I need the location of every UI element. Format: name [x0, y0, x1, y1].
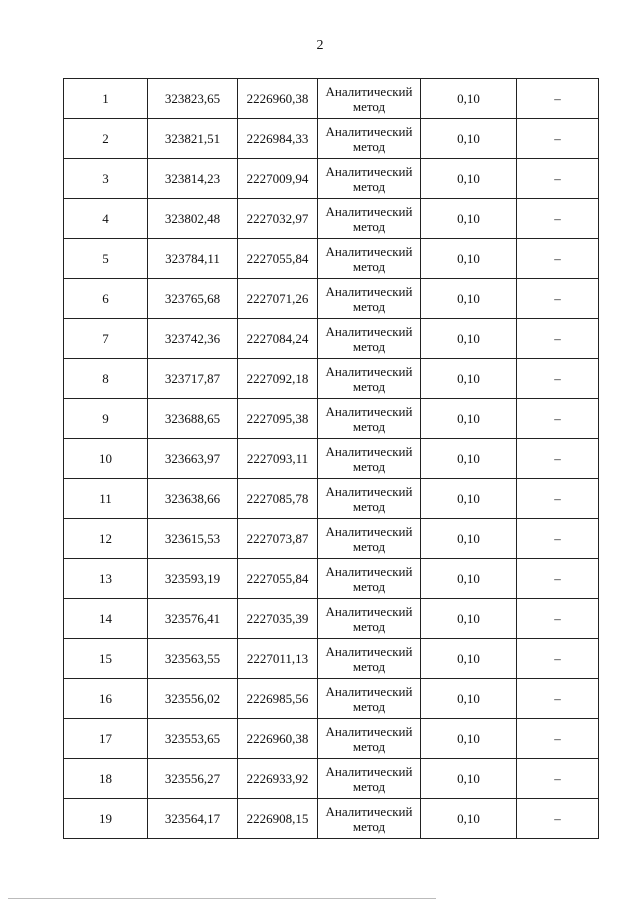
y-coordinate-cell: 2227084,24	[238, 319, 318, 359]
method-line-1: Аналитический	[325, 243, 413, 259]
note-cell: –	[517, 639, 599, 679]
accuracy-cell: 0,10	[421, 639, 517, 679]
table-row	[64, 119, 599, 159]
table-row	[64, 399, 599, 439]
accuracy-cell: 0,10	[421, 519, 517, 559]
x-coordinate-cell: 323638,66	[148, 479, 238, 519]
note-cell: –	[517, 719, 599, 759]
y-coordinate-cell: 2227092,18	[238, 359, 318, 399]
note-cell: –	[517, 119, 599, 159]
method-cell	[318, 79, 421, 119]
method-line-1: Аналитический	[325, 83, 413, 99]
method-cell	[318, 479, 421, 519]
method-cell	[318, 439, 421, 479]
note-cell: –	[517, 159, 599, 199]
method-line-2: метод	[352, 578, 386, 594]
y-coordinate-cell: 2226933,92	[238, 759, 318, 799]
y-coordinate-cell: 2227032,97	[238, 199, 318, 239]
table-row	[64, 599, 599, 639]
y-coordinate-cell: 2227073,87	[238, 519, 318, 559]
page-number: 2	[316, 38, 324, 53]
accuracy-cell: 0,10	[421, 559, 517, 599]
table-row	[64, 519, 599, 559]
point-number-cell: 12	[64, 519, 148, 559]
method-line-1: Аналитический	[325, 523, 413, 539]
method-cell	[318, 359, 421, 399]
y-coordinate-cell: 2226985,56	[238, 679, 318, 719]
x-coordinate-cell: 323556,02	[148, 679, 238, 719]
accuracy-cell: 0,10	[421, 319, 517, 359]
table-row	[64, 479, 599, 519]
method-line-1: Аналитический	[325, 203, 413, 219]
y-coordinate-cell: 2226984,33	[238, 119, 318, 159]
y-coordinate-cell: 2226960,38	[238, 719, 318, 759]
method-line-1: Аналитический	[325, 643, 413, 659]
method-cell	[318, 519, 421, 559]
y-coordinate-cell: 2227009,94	[238, 159, 318, 199]
method-line-2: метод	[352, 738, 386, 754]
method-line-1: Аналитический	[325, 363, 413, 379]
y-coordinate-cell: 2226960,38	[238, 79, 318, 119]
point-number-cell: 14	[64, 599, 148, 639]
y-coordinate-cell: 2227055,84	[238, 559, 318, 599]
x-coordinate-cell: 323688,65	[148, 399, 238, 439]
method-line-2: метод	[352, 218, 386, 234]
point-number-cell: 1	[64, 79, 148, 119]
accuracy-cell: 0,10	[421, 759, 517, 799]
method-line-2: метод	[352, 378, 386, 394]
x-coordinate-cell: 323765,68	[148, 279, 238, 319]
point-number-cell: 13	[64, 559, 148, 599]
x-coordinate-cell: 323717,87	[148, 359, 238, 399]
method-cell	[318, 159, 421, 199]
method-cell	[318, 639, 421, 679]
note-cell: –	[517, 799, 599, 839]
method-cell	[318, 399, 421, 439]
accuracy-cell: 0,10	[421, 239, 517, 279]
method-cell	[318, 279, 421, 319]
point-number-cell: 9	[64, 399, 148, 439]
table-row	[64, 679, 599, 719]
note-cell: –	[517, 519, 599, 559]
accuracy-cell: 0,10	[421, 399, 517, 439]
x-coordinate-cell: 323823,65	[148, 79, 238, 119]
point-number-cell: 3	[64, 159, 148, 199]
x-coordinate-cell: 323553,65	[148, 719, 238, 759]
accuracy-cell: 0,10	[421, 279, 517, 319]
coordinates-table	[63, 78, 599, 839]
method-line-2: метод	[352, 298, 386, 314]
x-coordinate-cell: 323556,27	[148, 759, 238, 799]
x-coordinate-cell: 323821,51	[148, 119, 238, 159]
method-line-1: Аналитический	[325, 283, 413, 299]
table-row	[64, 719, 599, 759]
table-row	[64, 439, 599, 479]
point-number-cell: 10	[64, 439, 148, 479]
method-line-2: метод	[352, 818, 386, 834]
x-coordinate-cell: 323563,55	[148, 639, 238, 679]
method-line-1: Аналитический	[325, 123, 413, 139]
method-line-2: метод	[352, 778, 386, 794]
y-coordinate-cell: 2227055,84	[238, 239, 318, 279]
note-cell: –	[517, 479, 599, 519]
x-coordinate-cell: 323802,48	[148, 199, 238, 239]
method-line-2: метод	[352, 258, 386, 274]
method-cell	[318, 719, 421, 759]
method-line-2: метод	[352, 338, 386, 354]
accuracy-cell: 0,10	[421, 359, 517, 399]
note-cell: –	[517, 319, 599, 359]
table-row	[64, 799, 599, 839]
note-cell: –	[517, 199, 599, 239]
x-coordinate-cell: 323663,97	[148, 439, 238, 479]
note-cell: –	[517, 239, 599, 279]
method-line-1: Аналитический	[325, 483, 413, 499]
point-number-cell: 16	[64, 679, 148, 719]
note-cell: –	[517, 559, 599, 599]
method-line-1: Аналитический	[325, 603, 413, 619]
method-line-2: метод	[352, 418, 386, 434]
point-number-cell: 4	[64, 199, 148, 239]
y-coordinate-cell: 2227011,13	[238, 639, 318, 679]
method-cell	[318, 799, 421, 839]
point-number-cell: 6	[64, 279, 148, 319]
note-cell: –	[517, 279, 599, 319]
accuracy-cell: 0,10	[421, 439, 517, 479]
y-coordinate-cell: 2227095,38	[238, 399, 318, 439]
table-row	[64, 159, 599, 199]
method-line-2: метод	[352, 538, 386, 554]
table-row	[64, 759, 599, 799]
y-coordinate-cell: 2226908,15	[238, 799, 318, 839]
note-cell: –	[517, 679, 599, 719]
table-row	[64, 359, 599, 399]
method-cell	[318, 559, 421, 599]
method-line-2: метод	[352, 618, 386, 634]
y-coordinate-cell: 2227071,26	[238, 279, 318, 319]
method-line-1: Аналитический	[325, 163, 413, 179]
method-line-2: метод	[352, 98, 386, 114]
accuracy-cell: 0,10	[421, 599, 517, 639]
method-line-1: Аналитический	[325, 563, 413, 579]
x-coordinate-cell: 323742,36	[148, 319, 238, 359]
method-line-2: метод	[352, 658, 386, 674]
method-line-1: Аналитический	[325, 403, 413, 419]
note-cell: –	[517, 759, 599, 799]
table-row	[64, 319, 599, 359]
x-coordinate-cell: 323576,41	[148, 599, 238, 639]
method-cell	[318, 119, 421, 159]
note-cell: –	[517, 79, 599, 119]
accuracy-cell: 0,10	[421, 679, 517, 719]
point-number-cell: 2	[64, 119, 148, 159]
table-row	[64, 279, 599, 319]
table-row	[64, 199, 599, 239]
method-line-2: метод	[352, 458, 386, 474]
coordinates-table-body	[64, 79, 599, 839]
note-cell: –	[517, 359, 599, 399]
note-cell: –	[517, 439, 599, 479]
method-line-1: Аналитический	[325, 443, 413, 459]
x-coordinate-cell: 323814,23	[148, 159, 238, 199]
method-line-1: Аналитический	[325, 803, 413, 819]
accuracy-cell: 0,10	[421, 159, 517, 199]
table-row	[64, 559, 599, 599]
method-cell	[318, 599, 421, 639]
accuracy-cell: 0,10	[421, 79, 517, 119]
method-line-2: метод	[352, 138, 386, 154]
table-row	[64, 79, 599, 119]
table-row	[64, 239, 599, 279]
x-coordinate-cell: 323564,17	[148, 799, 238, 839]
point-number-cell: 8	[64, 359, 148, 399]
method-line-1: Аналитический	[325, 723, 413, 739]
method-cell	[318, 199, 421, 239]
x-coordinate-cell: 323784,11	[148, 239, 238, 279]
method-line-2: метод	[352, 178, 386, 194]
method-cell	[318, 239, 421, 279]
method-cell	[318, 679, 421, 719]
accuracy-cell: 0,10	[421, 799, 517, 839]
method-line-2: метод	[352, 498, 386, 514]
method-cell	[318, 319, 421, 359]
y-coordinate-cell: 2227085,78	[238, 479, 318, 519]
method-line-1: Аналитический	[325, 323, 413, 339]
y-coordinate-cell: 2227093,11	[238, 439, 318, 479]
table-row	[64, 639, 599, 679]
point-number-cell: 17	[64, 719, 148, 759]
point-number-cell: 19	[64, 799, 148, 839]
accuracy-cell: 0,10	[421, 199, 517, 239]
note-cell: –	[517, 599, 599, 639]
method-cell	[318, 759, 421, 799]
point-number-cell: 5	[64, 239, 148, 279]
method-line-1: Аналитический	[325, 683, 413, 699]
point-number-cell: 18	[64, 759, 148, 799]
accuracy-cell: 0,10	[421, 719, 517, 759]
note-cell: –	[517, 399, 599, 439]
point-number-cell: 11	[64, 479, 148, 519]
accuracy-cell: 0,10	[421, 119, 517, 159]
accuracy-cell: 0,10	[421, 479, 517, 519]
method-line-2: метод	[352, 698, 386, 714]
x-coordinate-cell: 323615,53	[148, 519, 238, 559]
point-number-cell: 7	[64, 319, 148, 359]
point-number-cell: 15	[64, 639, 148, 679]
y-coordinate-cell: 2227035,39	[238, 599, 318, 639]
method-line-1: Аналитический	[325, 763, 413, 779]
x-coordinate-cell: 323593,19	[148, 559, 238, 599]
page-bottom-rule	[8, 898, 436, 899]
